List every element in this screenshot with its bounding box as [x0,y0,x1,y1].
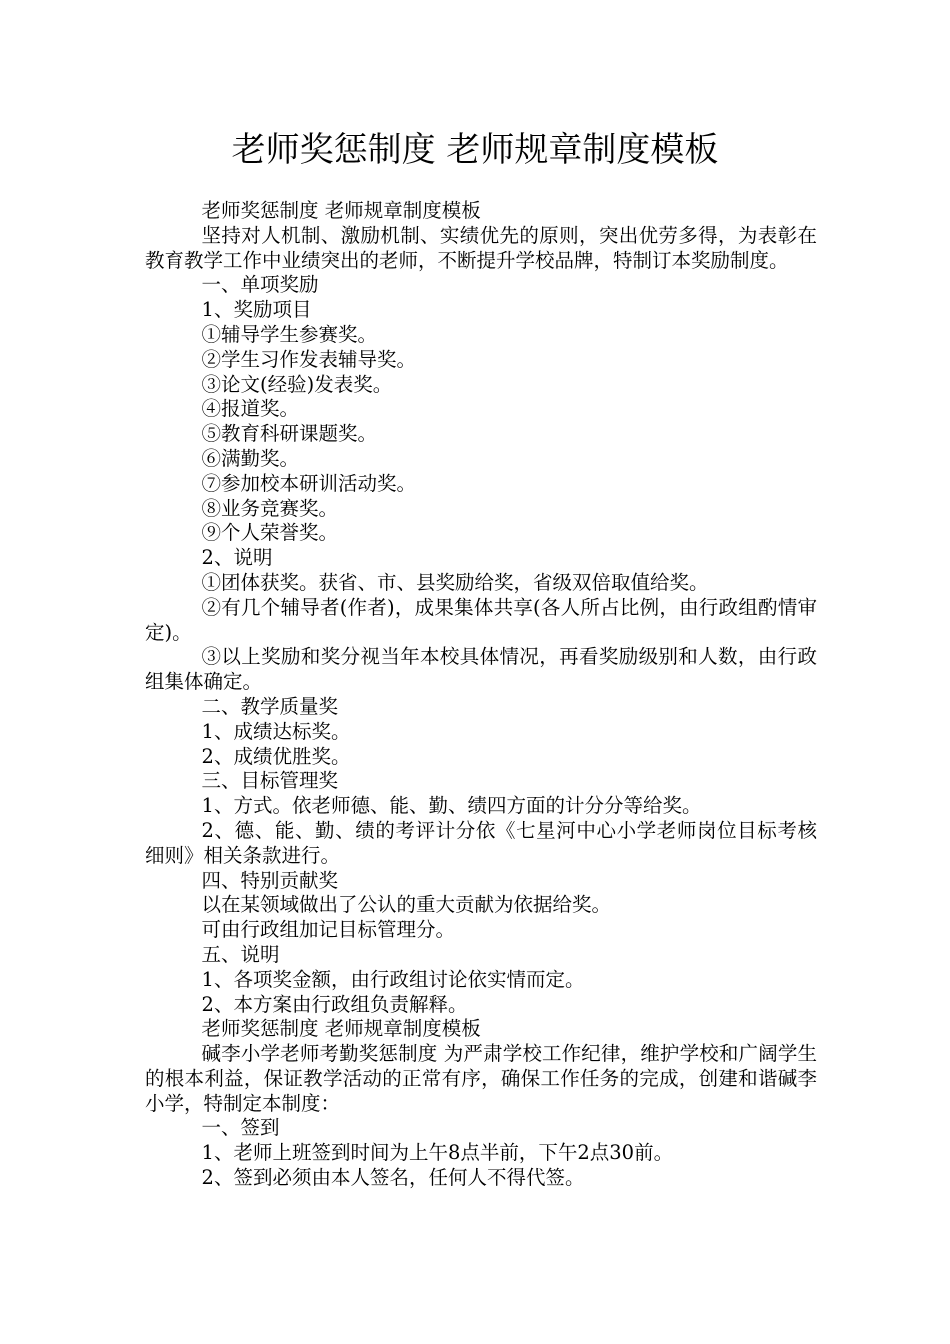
paragraph: 坚持对人机制、激励机制、实绩优先的原则，突出优劳多得，为表彰在教育教学工作中业绩突出的老师，不断提升学校品牌，特制订本奖励制度。 [145,223,817,272]
list-item: ⑦参加校本研训活动奖。 [201,471,417,495]
list-item: ⑧业务竞赛奖。 [201,496,339,520]
list-item: ①辅导学生参赛奖。 [201,322,378,346]
paragraph: 以在某领域做出了公认的重大贡献为依据给奖。 [201,893,612,917]
list-item: 1、方式。依老师德、能、勤、绩四方面的计分分等给奖。 [201,794,702,818]
section-heading: 五、说明 [201,942,280,966]
list-item: 2、成绩优胜奖。 [201,744,351,768]
document-body [145,199,817,1191]
paragraph: 老师奖惩制度 老师规章制度模板 [201,199,481,222]
list-item: ⑥满勤奖。 [201,446,300,470]
list-item: ③论文(经验)发表奖。 [201,372,393,396]
paragraph: 可由行政组加记目标管理分。 [201,918,456,942]
list-item: ⑨个人荣誉奖。 [201,521,339,545]
list-item: 1、各项奖金额，由行政组讨论依实情而定。 [201,967,585,991]
list-item: 2、签到必须由本人签名，任何人不得代签。 [201,1166,585,1190]
paragraph: 老师奖惩制度 老师规章制度模板 [201,1017,481,1041]
list-item: 2、本方案由行政组负责解释。 [201,992,468,1016]
section-heading: 四、特别贡献奖 [201,868,339,892]
list-item: ④报道奖。 [201,397,300,421]
section-heading: 三、目标管理奖 [201,769,339,793]
subsection-heading: 2、说明 [201,546,273,570]
list-item: ②学生习作发表辅导奖。 [201,347,417,371]
paragraph: 碱李小学老师考勤奖惩制度 为严肃学校工作纪律，维护学校和广阔学生的根本利益，保证教学活动的正常有序，确保工作任务的完成，创建和谐碱李小学，特制定本制度： [145,1042,817,1115]
section-heading: 二、教学质量奖 [201,694,339,718]
list-item: 1、成绩达标奖。 [201,719,351,743]
list-item: ⑤教育科研课题奖。 [201,422,378,446]
list-item: ①团体获奖。获省、市、县奖励给奖，省级双倍取值给奖。 [201,570,709,594]
subsection-heading: 1、奖励项目 [201,298,312,322]
document-title: 老师奖惩制度 老师规章制度模板 [231,130,719,170]
list-item: 1、老师上班签到时间为上午8点半前，下午2点30前。 [201,1141,674,1165]
section-heading: 一、签到 [201,1116,280,1140]
section-heading: 一、单项奖励 [201,273,319,297]
list-item: ②有几个辅导者(作者)，成果集体共享(各人所占比例，由行政组酌情审定)。 [145,595,817,644]
list-item: 2、德、能、勤、绩的考评计分依《七星河中心小学老师岗位目标考核细则》相关条款进行。 [145,818,817,867]
list-item: ③以上奖励和奖分视当年本校具体情况，再看奖励级别和人数，由行政组集体确定。 [145,645,817,694]
